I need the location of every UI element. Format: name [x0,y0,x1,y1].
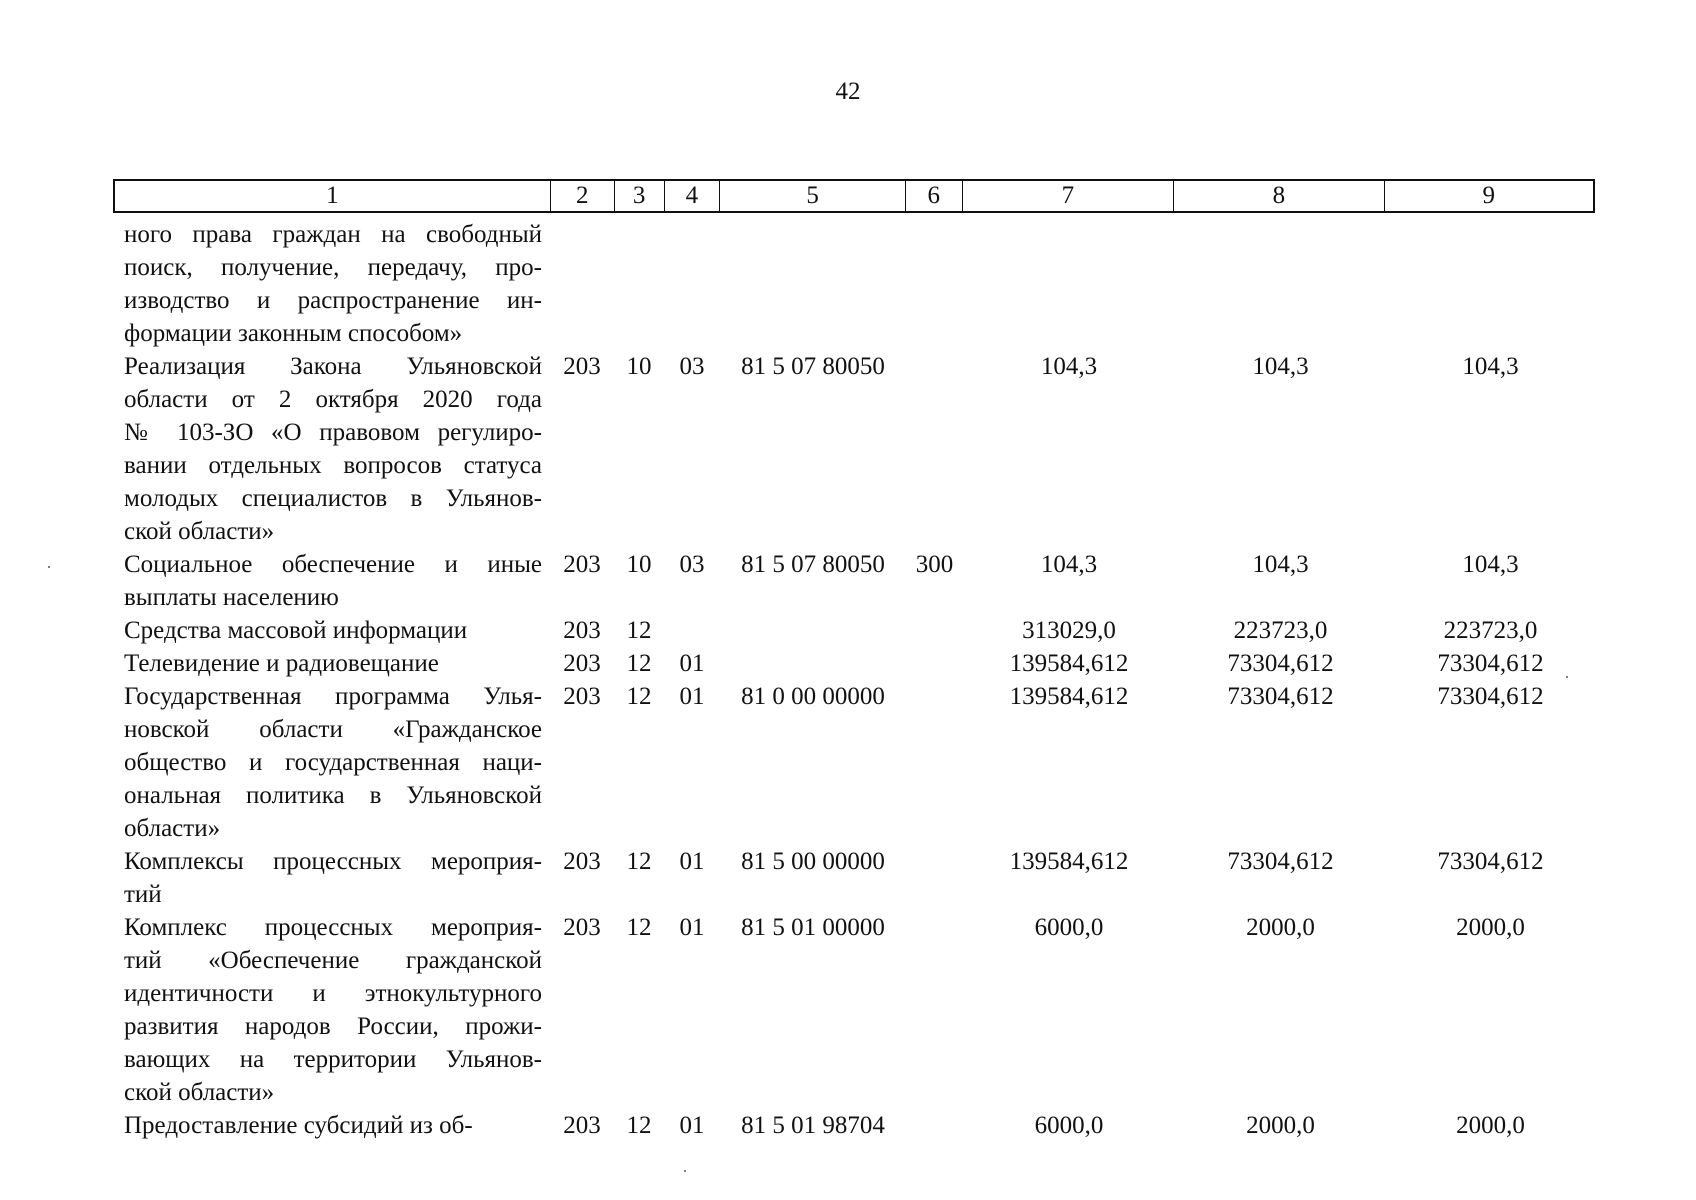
description-line: развития народов России, прожи- [124,1013,542,1040]
header-col-3: 3 [615,181,665,211]
cell-col-9: 73304,612 [1437,683,1544,710]
cell-col-2: 203 [563,848,601,875]
cell-col-3: 12 [626,650,652,677]
table-row [113,680,1595,845]
table-row [113,548,1595,614]
cell-col-3: 12 [626,683,652,710]
description-line: формации законным способом» [124,320,463,347]
cell-col-4: 01 [679,650,705,677]
cell-col-9: 73304,612 [1437,848,1544,875]
cell-col-4: 01 [679,914,705,941]
description-line: ской области» [124,1079,275,1106]
cell-col-8: 73304,612 [1227,683,1334,710]
header-col-7: 7 [963,181,1174,211]
cell-col-5: 81 5 07 80050 [741,353,885,380]
row-description [113,845,550,911]
cell-col-9: 73304,612 [1437,650,1544,677]
description-line: выплаты населению [124,584,339,611]
cell-col-6: 300 [915,551,954,578]
cell-col-8: 104,3 [1252,353,1309,380]
cell-col-2: 203 [563,353,601,380]
description-line: новской области «Гражданское [124,716,542,743]
description-line: поиск, получение, передачу, про- [124,254,542,281]
cell-col-9: 2000,0 [1456,914,1525,941]
cell-col-8: 223723,0 [1233,617,1328,644]
description-line: ональная политика в Ульяновской [124,782,542,809]
cell-col-7: 6000,0 [1034,1112,1104,1139]
table-row [113,647,1595,680]
cell-col-2: 203 [563,914,601,941]
description-line: области от 2 октября 2020 года [124,386,542,413]
header-col-1: 1 [115,181,551,211]
cell-col-7: 139584,612 [1009,848,1129,875]
description-line: изводство и распространение ин- [124,287,542,314]
description-line: идентичности и этнокультурного [124,980,542,1007]
cell-col-9: 104,3 [1462,353,1519,380]
cell-col-8: 104,3 [1252,551,1309,578]
description-line: № 103-ЗО «О правовом регулиро- [124,419,542,446]
table-header-row [113,179,1595,213]
cell-col-7: 104,3 [1040,353,1098,380]
table-row [113,614,1595,647]
row-description [113,647,550,680]
cell-col-4: 01 [679,848,705,875]
scan-speck [1566,676,1568,678]
cell-col-2: 203 [563,650,601,677]
cell-col-9: 223723,0 [1443,617,1538,644]
cell-col-5: 81 5 01 98704 [741,1112,885,1139]
table-row [113,845,1595,911]
cell-col-2: 203 [563,1112,601,1139]
row-description [113,1109,550,1142]
table-row [113,350,1595,548]
table-body [113,218,1595,1142]
row-description [113,350,550,548]
cell-col-3: 10 [626,551,652,578]
row-description [113,218,550,350]
cell-col-9: 2000,0 [1456,1112,1525,1139]
cell-col-5: 81 5 07 80050 [741,551,885,578]
cell-col-8: 2000,0 [1246,914,1315,941]
table-row [113,911,1595,1109]
header-col-6: 6 [906,181,963,211]
cell-col-4: 01 [679,683,705,710]
header-col-5: 5 [720,181,906,211]
description-line: ного права граждан на свободный [124,221,542,248]
description-line: Средства массовой информации [124,617,468,644]
cell-col-5: 81 5 00 00000 [741,848,885,875]
row-description [113,911,550,1109]
description-line: молодых специалистов в Ульянов- [124,485,542,512]
cell-col-9: 104,3 [1462,551,1519,578]
description-line: тий «Обеспечение гражданской [124,947,542,974]
header-col-4: 4 [665,181,721,211]
cell-col-3: 10 [626,353,652,380]
cell-col-7: 139584,612 [1009,650,1129,677]
cell-col-3: 12 [626,1112,652,1139]
row-description [113,614,550,647]
cell-col-8: 2000,0 [1246,1112,1315,1139]
description-line: вающих на территории Ульянов- [124,1046,542,1073]
cell-col-7: 104,3 [1040,551,1098,578]
description-line: Комплекс процессных мероприя- [124,914,542,941]
description-line: Социальное обеспечение и иные [124,551,542,578]
page-number: 42 [835,78,861,105]
description-line: Телевидение и радиовещание [124,650,439,677]
description-line: Государственная программа Улья- [124,683,542,710]
description-line: Комплексы процессных мероприя- [124,848,542,875]
row-description [113,548,550,614]
cell-col-4: 03 [679,551,705,578]
description-line: тий [124,881,162,908]
cell-col-5: 81 0 00 00000 [741,683,885,710]
scan-speck [684,1170,686,1172]
header-col-9: 9 [1482,182,1496,209]
cell-col-5: 81 5 01 00000 [741,914,885,941]
table-row [113,1109,1595,1142]
description-line: вании отдельных вопросов статуса [124,452,542,479]
scan-speck [48,566,50,568]
header-col-8: 8 [1174,181,1384,211]
cell-col-4: 01 [679,1112,705,1139]
table-row [113,218,1595,350]
description-line: Реализация Закона Ульяновской [124,353,542,380]
description-line: Предоставление субсидий из об- [124,1112,473,1139]
row-description [113,680,550,845]
cell-col-7: 139584,612 [1009,683,1129,710]
cell-col-7: 6000,0 [1034,914,1104,941]
cell-col-8: 73304,612 [1227,650,1334,677]
description-line: области» [124,815,221,842]
cell-col-3: 12 [626,914,652,941]
cell-col-3: 12 [626,848,652,875]
cell-col-8: 73304,612 [1227,848,1334,875]
description-line: общество и государственная наци- [124,749,542,776]
cell-col-4: 03 [679,353,705,380]
cell-col-3: 12 [626,617,652,644]
cell-col-2: 203 [563,617,601,644]
description-line: ской области» [124,518,275,545]
cell-col-2: 203 [563,551,601,578]
header-col-2: 2 [551,181,615,211]
cell-col-2: 203 [563,683,601,710]
cell-col-7: 313029,0 [1022,617,1116,644]
